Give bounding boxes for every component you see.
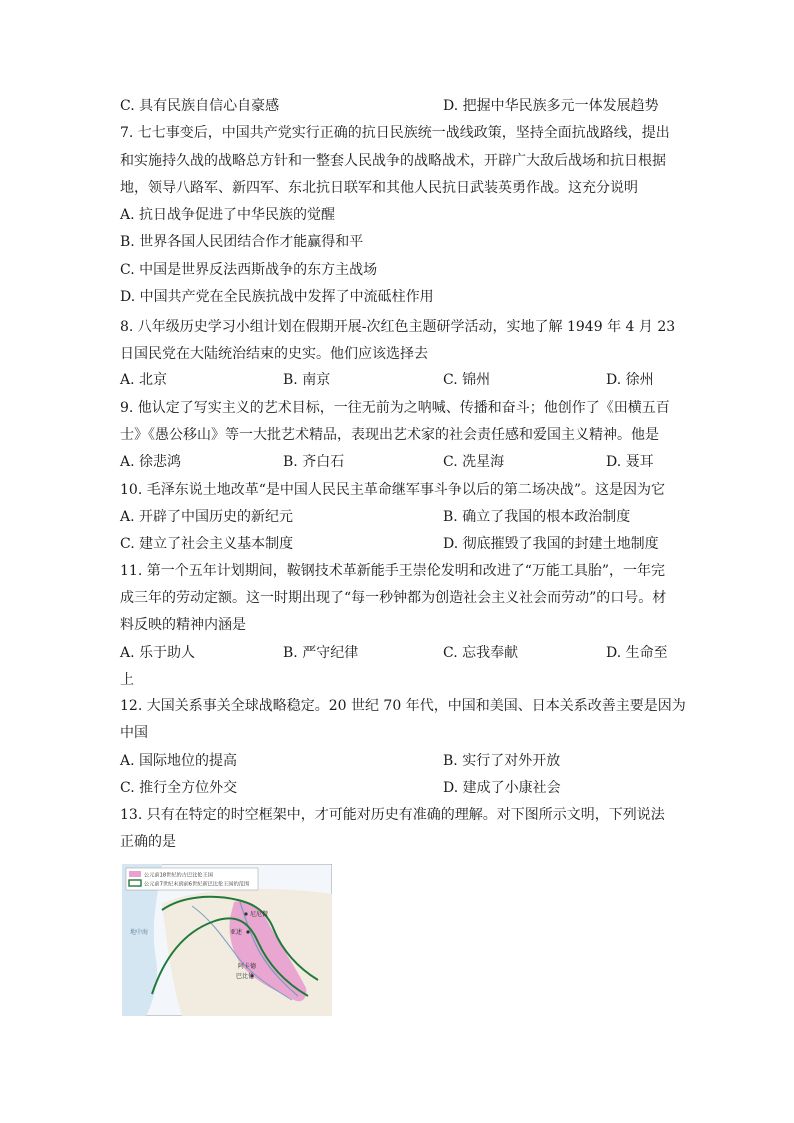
q12-option-d: D. 建成了小康社会 [443,780,561,796]
q13-stem-line-2: 正确的是 [120,834,176,850]
q7-stem-line-2: 和实施持久战的战略总方针和一整套人民战争的战略战术，开辟广大敌后战场和抗日根据 [120,153,666,169]
q12-option-a: A. 国际地位的提高 [120,753,238,769]
city-babilun: 巴比伦 [236,973,255,980]
q8-option-b: B. 南京 [283,372,331,388]
q9-option-a: A. 徐悲鸿 [120,454,182,470]
q6-option-c: C. 具有民族自信心自豪感 [120,98,280,114]
q7-stem-line-3: 地，领导八路军、新四军、东北抗日联军和其他人民抗日武装英勇作战。这充分说明 [120,180,638,196]
q11-stem-line-2: 成三年的劳动定额。这一时期出现了“每一秒钟都为创造社会主义社会而劳动”的口号。材 [120,590,667,606]
q12-stem-line-1: 12. 大国关系事关全球战略稳定。20 世纪 70 年代，中国和美国、日本关系改善主要是因为 [120,698,686,714]
q8-option-d: D. 徐州 [606,372,654,388]
q10-stem: 10. 毛泽东说土地改革“是中国人民民主革命继军事斗争以后的第二场决战”。这是因为它 [120,482,666,498]
q11-option-d: D. 生命至 [606,645,668,661]
yashu-dot [246,930,249,933]
q7-option-b: B. 世界各国人民团结合作才能赢得和平 [120,234,364,250]
legend-item-2: 公元前7世纪末到前6世纪新巴比伦王国的范围 [144,881,250,888]
q10-option-c: C. 建立了社会主义基本制度 [120,536,294,552]
q9-stem-line-2: 士》《愚公移山》等一大批艺术精品，表现出艺术家的社会责任感和爱国主义精神。他是 [120,427,659,443]
city-yashu: 亚述 [230,929,243,936]
city-akade: 阿卡德 [238,963,257,970]
legend-item-1: 公元前18世纪的古巴比伦王国 [144,872,213,879]
q12-stem-line-2: 中国 [120,725,148,741]
mesopotamia-map [122,864,332,1016]
q11-option-d-wrap: 上 [120,672,134,688]
q10-option-a: A. 开辟了中国历史的新纪元 [120,509,294,525]
q10-option-d: D. 彻底摧毁了我国的封建土地制度 [443,536,659,552]
city-niniwei: 尼尼微 [250,911,269,918]
q10-option-b: B. 确立了我国的根本政治制度 [443,509,631,525]
q12-option-c: C. 推行全方位外交 [120,780,238,796]
q11-option-b: B. 严守纪律 [283,645,359,661]
q13-stem-line-1: 13. 只有在特定的时空框架中，才可能对历史有准确的理解。对下图所示文明，下列说法 [120,807,665,823]
legend-pink-swatch [129,871,141,877]
q9-option-d: D. 聂耳 [606,454,654,470]
q11-option-a: A. 乐于助人 [120,645,196,661]
q7-option-c: C. 中国是世界反法西斯战争的东方主战场 [120,262,378,278]
q7-option-a: A. 抗日战争促进了中华民族的觉醒 [120,207,336,223]
q8-option-a: A. 北京 [120,372,168,388]
q7-option-d: D. 中国共产党在全民族抗战中发挥了中流砥柱作用 [120,289,434,305]
q9-option-c: C. 冼星海 [443,454,505,470]
q8-option-c: C. 锦州 [443,372,491,388]
q7-stem-line-1: 7. 七七事变后，中国共产党实行正确的抗日民族统一战线政策，坚持全面抗战路线，提出 [120,125,670,141]
q11-option-c: C. 忘我奉献 [443,645,519,661]
q12-option-b: B. 实行了对外开放 [443,753,561,769]
q6-option-d: D. 把握中华民族多元一体发展趋势 [443,98,659,114]
niniwei-dot [244,912,247,915]
q8-stem-line-2: 日国民党在大陆统治结束的史实。他们应该选择去 [120,346,428,362]
q11-stem-line-1: 11. 第一个五年计划期间，鞍钢技术革新能手王崇伦发明和改进了“万能工具胎”，一年完 [120,563,666,579]
q8-stem-line-1: 8. 八年级历史学习小组计划在假期开展-次红色主题研学活动，实地了解 1949 年 4 月 23 [120,319,676,335]
q9-stem-line-1: 9. 他认定了写实主义的艺术目标，一往无前为之呐喊、传播和奋斗；他创作了《田横五百 [120,400,670,416]
sea-label: 地中海 [130,929,149,936]
q9-option-b: B. 齐白石 [283,454,345,470]
q11-stem-line-3: 料反映的精神内涵是 [120,617,246,633]
